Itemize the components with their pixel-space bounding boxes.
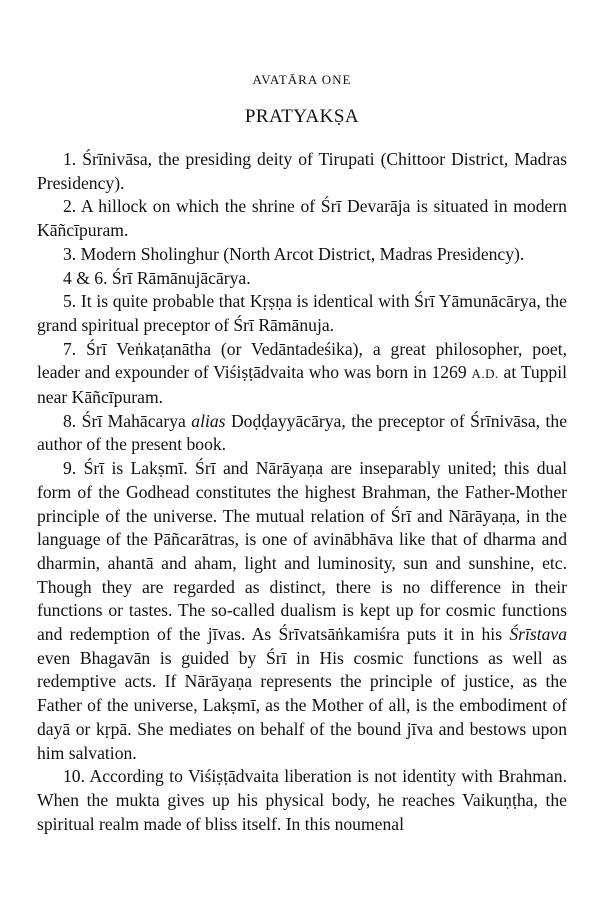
note-label: 8. [63, 410, 77, 431]
note-text-continued: Doḍḍayyācārya, the preceptor of Śrīnivāsa, the author of the present book. [37, 410, 567, 455]
note-text: A hillock on which the shrine of Śrī Devarāja is situated in modern Kāñcīpuram. [37, 196, 567, 241]
note-label: 7. [63, 338, 77, 359]
note-8 [37, 410, 567, 457]
note-label: 1. [63, 149, 77, 169]
note-2 [37, 195, 567, 242]
chapter-title: PRATYAKṢA [244, 106, 360, 127]
note-7 [37, 338, 567, 410]
running-head: AVATĀRA ONE [252, 72, 352, 87]
note-text-continued: even Bhagavān is guided by Śrī in His cosmic functions as well as redemptive acts. If Nārāyaṇa represents the principle of justice, as the Father of the universe, Lakṣmī, as the Mother of all, is the embodiment of dayā or kṛpā. She mediates on behalf of the bound jīva and bestows upon him salvation. [37, 647, 567, 763]
note-text: It is quite probable that Kṛṣṇa is identical with Śrī Yāmunācārya, the grand spiritual preceptor of Śrī Rāmānuja. [37, 291, 567, 335]
note-10 [37, 765, 567, 836]
note-text: Śrīnivāsa, the presiding deity of Tirupati (Chittoor District, Madras Presidency). [37, 149, 567, 193]
note-5 [37, 290, 567, 337]
note-4-6 [37, 267, 567, 291]
note-label: 9. [63, 458, 77, 479]
note-text: Śrī Rāmānujācārya. [111, 267, 251, 288]
italic-term: alias [191, 410, 226, 431]
note-label: 5. [63, 291, 77, 312]
note-label: 3. [63, 243, 77, 264]
note-label: 2. [63, 196, 77, 217]
italic-title: Śrīstava [509, 624, 567, 645]
book-page [37, 72, 567, 836]
note-label: 10. [63, 766, 85, 787]
notes-list [37, 148, 567, 836]
note-text: Śrī Mahācarya [81, 410, 186, 431]
note-3 [37, 243, 567, 267]
note-9 [37, 457, 567, 765]
era-abbreviation: A.D. [471, 366, 499, 382]
note-text: Śrī is Lakṣmī. Śrī and Nārāyaṇa are inseparably united; this dual form of the Godhead constitutes the highest Brahman, the Father-Mother principle of the universe. The mutual relation of Śrī and Nārāyaṇa, in the language of the Pāñcarātras, is one of avinābhāva like that of dharma and dharmin, ahantā and aham, light and luminosity, sun and sunshine, etc. Though they are regarded as distinct, there is no difference in their functions or tastes. The so-called dualism is kept up for cosmic functions and redemption of the jīvas. As Śrīvatsāṅkamiśra puts it in his [37, 458, 567, 645]
note-label: 4 & 6. [63, 267, 108, 288]
note-text-continued: at Tuppil near Kāñcīpuram. [37, 362, 567, 408]
note-1 [37, 148, 567, 195]
note-text: Modern Sholinghur (North Arcot District, Madras Presidency). [80, 243, 525, 264]
note-text: According to Viśiṣṭādvaita liberation is not identity with Brahman. When the mukta gives up his physical body, he reaches Vaikuṇṭha, the spiritual realm made of bliss itself. In this noumenal [37, 766, 567, 834]
note-text: Śrī Veṅkaṭanātha (or Vedāntadeśika), a great philosopher, poet, leader and expounder of Viśiṣṭādvaita who was born in 1269 [37, 338, 567, 383]
